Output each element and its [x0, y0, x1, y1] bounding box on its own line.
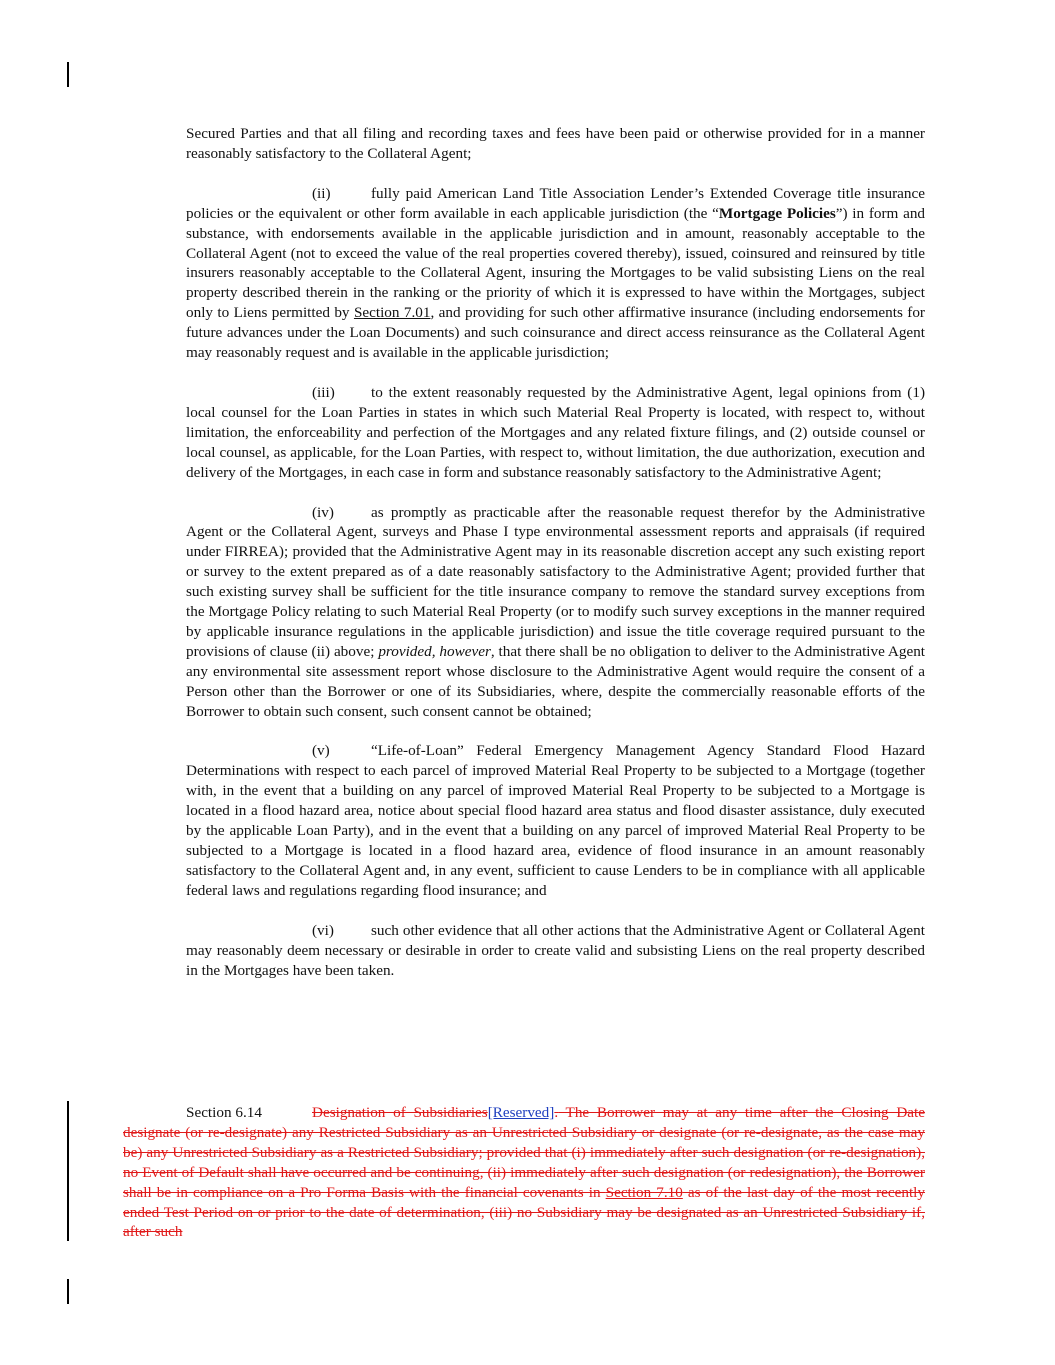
paragraph-text: Secured Parties and that all filing and recording taxes and fees have been paid or otherwise provided for in a manner reasonably satisfactory to the Collateral Agent; — [186, 125, 925, 162]
clause-text: as promptly as practicable after the reasonable request therefor by the Administrative Agent or the Collateral Agent, surveys and Phase I type environmental assessment reports and appraisals (if required under FIRREA); provided that the Administrative Agent may in its reasonable discretion accept any such existing report or survey to the extent prepared as of a date reasonably satisfactory to the Administrative Agent; provided further that such existing survey shall be sufficient for the title insurance company to remove the standard survey exceptions from the Mortgage Policy relating to such Material Real Property (or to modify such survey exceptions in the manner required by applicable insurance regulations in the applicable jurisdiction) and issue the title coverage required pursuant to the provisions of clause (ii) above; — [186, 503, 925, 660]
clause-number: (v) — [312, 742, 330, 760]
clause-text: , and providing for such other affirmative insurance (including endorsements for future advances under the Loan Documents) and such coinsurance and direct access reinsurance as the Collateral Agent may reasonably request and is available in the applicable jurisdiction; — [186, 304, 925, 362]
clause-iii — [186, 383, 925, 483]
clause-vi — [186, 921, 925, 981]
deleted-section-title: Designation of Subsidiaries — [312, 1104, 488, 1121]
clause-text: such other evidence that all other actions that the Administrative Agent or Collateral Agent may reasonably deem necessary or desirable in order to create valid and subsisting Liens on the real property described in the Mortgages have been taken. — [186, 921, 925, 979]
clause-number: (iv) — [312, 503, 334, 521]
clause-number: (vi) — [312, 921, 334, 939]
section-reference: Section 7.01 — [353, 304, 431, 322]
deleted-text: as of the last day of the most recently ended Test Period on or prior to the date of determination, (iii) no Subsidiary may be designated as an Unrestricted Subsidiary if, after such — [123, 1183, 925, 1241]
clause-number: (ii) — [312, 184, 331, 202]
change-bar-bottom — [67, 1279, 69, 1304]
deleted-text: The Borrower may at any time after the Closing Date designate (or re-designate) any Restricted Subsidiary as an Unrestricted Subsidiary or designate (or re-designate, as the case may be) any Unrestricted Subsidiary as a Restricted Subsidiary; provided that (i) immediately after such designation (or re-designation), no Event of Default shall have occurred and be continuing, (ii) immediately after such designation (or redesignation), the Borrower shall be in compliance on a Pro Forma Basis with the financial covenants in — [123, 1104, 925, 1201]
change-bar-section — [67, 1101, 69, 1241]
inserted-reserved: [Reserved] — [487, 1104, 555, 1121]
proviso-term: provided, however — [378, 642, 491, 660]
document-body — [186, 124, 925, 1000]
clause-number: (iii) — [312, 383, 335, 401]
clause-ii — [186, 184, 925, 363]
section-label-wrap — [123, 1104, 312, 1121]
section-6-14 — [123, 1103, 925, 1242]
clause-iv — [186, 503, 925, 722]
clause-text: ”) in form and substance, with endorsements available in the applicable jurisdiction and in amount, reasonably acceptable to the Collateral Agent (not to exceed the value of the real properties covered thereby), issued, coinsured and reinsured by title insurers reasonably acceptable to the Collateral Agent, insuring the Mortgages to be valid subsisting Liens on the real property described therein in the ranking or the priority of which it is expressed to have within the Mortgages, subject only to Liens permitted by — [186, 204, 926, 322]
clause-text: fully paid American Land Title Association Lender’s Extended Coverage title insurance policies or the equivalent or other form available in each applicable jurisdiction (the “ — [186, 184, 925, 222]
clause-v — [186, 741, 925, 900]
clause-text: , that there shall be no obligation to deliver to the Administrative Agent any environmental site assessment report whose disclosure to the Administrative Agent would require the consent of a Person other than the Borrower or one of its Subsidiaries, where, despite the commercially reasonable efforts of the Borrower to obtain such consent, such consent cannot be obtained; — [186, 642, 926, 720]
paragraph-continuation — [186, 124, 925, 164]
clause-text: “Life-of-Loan” Federal Emergency Management Agency Standard Flood Hazard Determinations with respect to each parcel of improved Material Real Property to be subjected to a Mortgage (together with, in the event that a building on any parcel of improved Material Real Property to be subjected to a Mortgage is located in a flood hazard area, notice about special flood hazard area status and flood disaster assistance, duly executed by the applicable Loan Party), and in the event that a building on any parcel of improved Material Real Property to be subjected to a Mortgage is located in a flood hazard area, evidence of flood insurance in an amount reasonably satisfactory to the Collateral Agent and, in any event, sufficient to cause Lenders to be in compliance with all applicable federal laws and regulations regarding flood insurance; and — [186, 742, 925, 899]
section-label: Section 6.14 — [186, 1104, 262, 1121]
change-bar-top — [67, 62, 69, 87]
defined-term: Mortgage Policies — [718, 204, 836, 222]
deleted-section-reference: Section 7.10 — [605, 1183, 683, 1201]
clause-text: to the extent reasonably requested by the Administrative Agent, legal opinions from (1) local counsel for the Loan Parties in states in which such Material Real Property is located, with respect to, without limitation, the enforceability and perfection of the Mortgages and any related fixture filings, and (2) outside counsel or local counsel, as applicable, for the Loan Parties, with respect to, without limitation, the due authorization, execution and delivery of the Mortgages, in each case in form and substance reasonably satisfactory to the Administrative Agent; — [186, 383, 925, 481]
deleted-period: . — [554, 1104, 559, 1121]
